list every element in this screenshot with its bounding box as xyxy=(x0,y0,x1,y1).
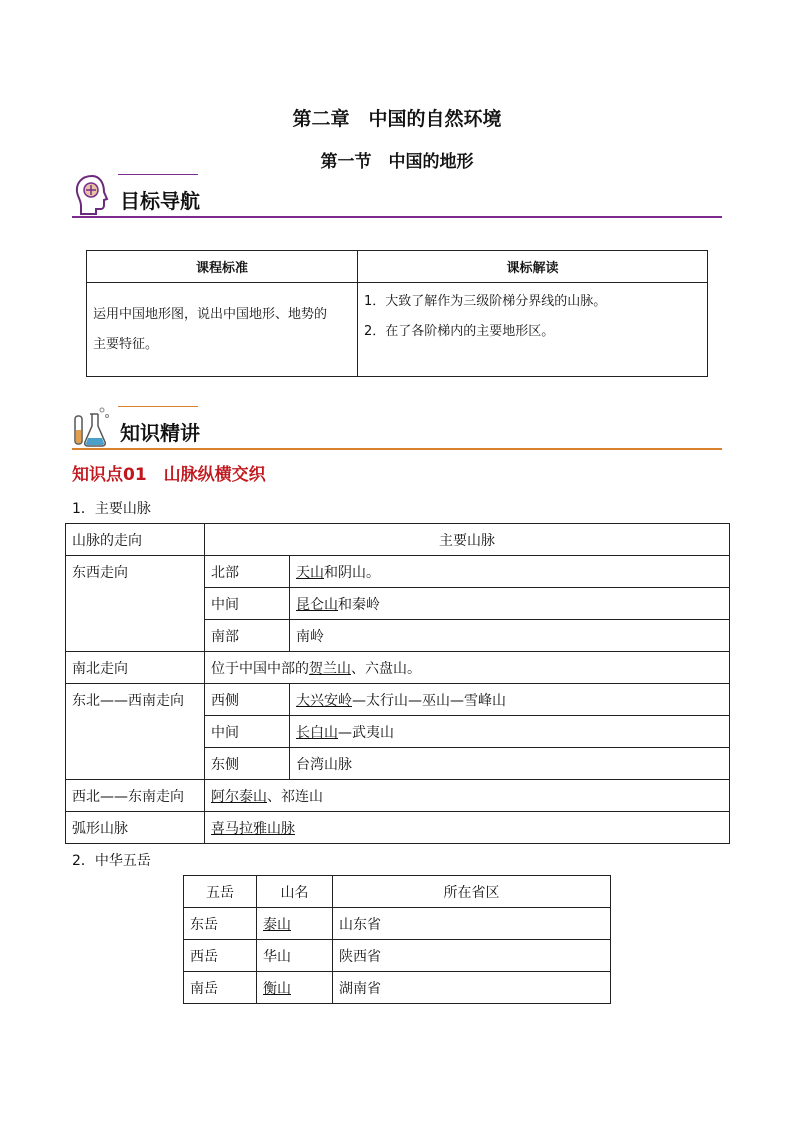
reading-line: 1．大致了解作为三级阶梯分界线的山脉。 xyxy=(364,294,607,309)
position-cell: 中间 xyxy=(205,716,290,748)
position-cell: 中间 xyxy=(205,588,290,620)
standards-table xyxy=(86,250,708,377)
brain-head-icon xyxy=(72,172,112,216)
standard-cell xyxy=(87,283,358,377)
province-header: 所在省区 xyxy=(333,876,611,908)
province-cell: 山东省 xyxy=(333,908,611,940)
yue-cell: 东岳 xyxy=(184,908,257,940)
province-cell: 陕西省 xyxy=(333,940,611,972)
mountain-underlined: 昆仑山 xyxy=(296,596,338,613)
table-row xyxy=(184,940,611,972)
mountain-cell xyxy=(205,812,730,844)
direction-arc: 弧形山脉 xyxy=(66,812,205,844)
yue-cell: 南岳 xyxy=(184,972,257,1004)
position-cell: 东侧 xyxy=(205,748,290,780)
mountain-cell: 南岭 xyxy=(290,620,730,652)
mountain-cell xyxy=(290,684,730,716)
name-cell xyxy=(257,972,333,1004)
position-cell: 南部 xyxy=(205,620,290,652)
mountain-cell xyxy=(205,780,730,812)
mountain-cell: 台湾山脉 xyxy=(290,748,730,780)
direction-ne-sw: 东北——西南走向 xyxy=(66,684,205,780)
standard-line: 主要特征。 xyxy=(93,336,159,352)
section-header-goals xyxy=(72,172,722,218)
five-yue-table xyxy=(183,875,611,1004)
header-main-mountains: 主要山脉 xyxy=(205,524,730,556)
mountain-cell xyxy=(290,556,730,588)
mountain-rest: 和阴山。 xyxy=(324,564,380,581)
name-header: 山名 xyxy=(257,876,333,908)
direction-nw-se: 西北——东南走向 xyxy=(66,780,205,812)
lab-flask-icon xyxy=(72,404,112,448)
standards-header-col1: 课程标准 xyxy=(87,251,358,283)
mountain-cell xyxy=(290,716,730,748)
section-title: 第一节 中国的地形 xyxy=(320,152,474,172)
mountain-rest: 、祁连山 xyxy=(267,788,323,805)
knowledge-point-title: 知识点01 山脉纵横交织 xyxy=(72,465,266,485)
position-cell: 北部 xyxy=(205,556,290,588)
header-direction: 山脉的走向 xyxy=(66,524,205,556)
chapter-title: 第二章 中国的自然环境 xyxy=(292,108,502,130)
mountain-underlined: 泰山 xyxy=(263,916,291,933)
table-row xyxy=(184,908,611,940)
mountain-underlined: 衡山 xyxy=(263,980,291,997)
direction-ns: 南北走向 xyxy=(66,652,205,684)
section-header-knowledge xyxy=(72,404,722,450)
table-row xyxy=(184,972,611,1004)
mountain-pre: 位于中国中部的 xyxy=(211,660,309,677)
mountain-underlined: 长白山 xyxy=(296,724,338,741)
mountain-rest: 和秦岭 xyxy=(338,596,380,613)
mountain-rest: —武夷山 xyxy=(338,724,394,741)
section-header-knowledge-title: 知识精讲 xyxy=(120,421,200,445)
section-header-goals-title: 目标导航 xyxy=(120,189,200,213)
subheading-main-mountains: 1．主要山脉 xyxy=(72,501,151,517)
position-cell: 西侧 xyxy=(205,684,290,716)
subheading-five-mountains: 2．中华五岳 xyxy=(72,853,151,869)
mountain-cell xyxy=(205,652,730,684)
mountain-table xyxy=(65,523,730,844)
standard-line: 运用中国地形图，说出中国地形、地势的 xyxy=(93,306,328,322)
yue-header: 五岳 xyxy=(184,876,257,908)
province-cell: 湖南省 xyxy=(333,972,611,1004)
reading-cell xyxy=(358,283,708,377)
direction-ew: 东西走向 xyxy=(66,556,205,652)
yue-cell: 西岳 xyxy=(184,940,257,972)
mountain-underlined: 阿尔泰山 xyxy=(211,788,267,805)
standards-header-col2: 课标解读 xyxy=(358,251,708,283)
name-cell xyxy=(257,908,333,940)
mountain-underlined: 喜马拉雅山脉 xyxy=(211,820,295,837)
mountain-cell xyxy=(290,588,730,620)
name-cell: 华山 xyxy=(257,940,333,972)
mountain-rest: 、六盘山。 xyxy=(351,660,421,677)
mountain-rest: —太行山—巫山—雪峰山 xyxy=(352,692,506,709)
mountain-underlined: 天山 xyxy=(296,564,324,581)
reading-line: 2．在了各阶梯内的主要地形区。 xyxy=(364,324,555,339)
mountain-underlined: 贺兰山 xyxy=(309,660,351,677)
mountain-underlined: 大兴安岭 xyxy=(296,692,352,709)
